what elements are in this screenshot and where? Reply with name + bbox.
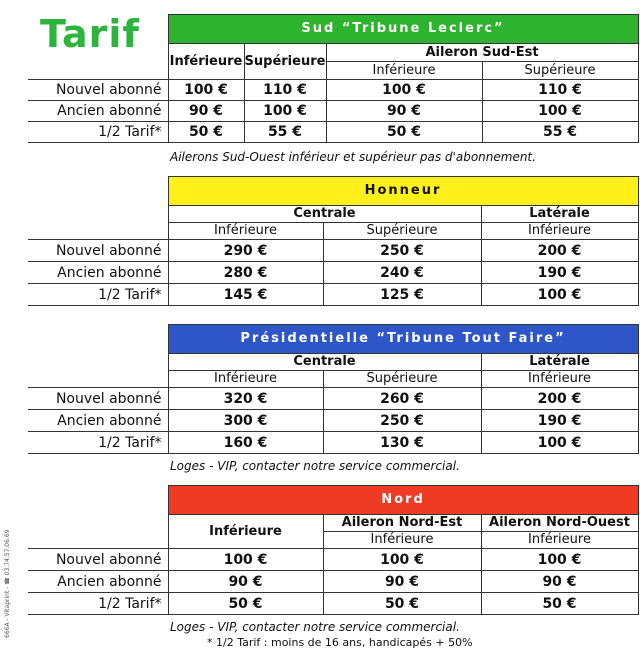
- price-cell: 100 €: [481, 284, 638, 306]
- sud-table: [28, 14, 639, 143]
- price-cell: 50 €: [481, 593, 638, 615]
- nord-col-inferieure: Inférieure: [168, 515, 323, 549]
- price-cell: 90 €: [481, 571, 638, 593]
- price-cell: 250 €: [323, 410, 481, 432]
- presidentielle-note: Loges - VIP, contacter notre service commercial.: [170, 459, 460, 473]
- price-cell: 100 €: [326, 80, 482, 101]
- price-cell: 100 €: [168, 549, 323, 571]
- presidentielle-centrale-header: Centrale: [168, 354, 481, 371]
- price-cell: 130 €: [323, 432, 481, 454]
- presidentielle-table: [28, 324, 639, 454]
- presidentielle-centrale-superieure: Supérieure: [323, 371, 481, 388]
- presidentielle-banner: Présidentielle “Tribune Tout Faire”: [168, 325, 638, 354]
- nord-note: Loges - VIP, contacter notre service commercial.: [170, 620, 460, 634]
- price-cell: 300 €: [168, 410, 323, 432]
- row-label: 1/2 Tarif*: [28, 593, 168, 615]
- price-cell: 100 €: [482, 101, 638, 122]
- honneur-centrale-superieure: Supérieure: [323, 223, 481, 240]
- sud-aileron-superieure: Supérieure: [482, 62, 638, 80]
- price-cell: 200 €: [481, 388, 638, 410]
- sud-aileron-inferieure: Inférieure: [326, 62, 482, 80]
- price-cell: 90 €: [326, 101, 482, 122]
- sud-col-superieure: Supérieure: [244, 44, 326, 80]
- honneur-banner: Honneur: [168, 177, 638, 206]
- presidentielle-centrale-inferieure: Inférieure: [168, 371, 323, 388]
- footnote: * 1/2 Tarif : moins de 16 ans, handicapés + 50%: [207, 636, 473, 649]
- price-cell: 125 €: [323, 284, 481, 306]
- nord-aileron-ouest-header: Aileron Nord-Ouest: [481, 515, 638, 532]
- honneur-table: [28, 176, 639, 306]
- row-label: 1/2 Tarif*: [28, 284, 168, 306]
- row-label: 1/2 Tarif*: [28, 122, 168, 143]
- price-cell: 90 €: [168, 101, 244, 122]
- price-cell: 55 €: [482, 122, 638, 143]
- sud-aileron-header: Aileron Sud-Est: [326, 44, 638, 62]
- honneur-centrale-header: Centrale: [168, 206, 481, 223]
- price-cell: 290 €: [168, 240, 323, 262]
- price-cell: 260 €: [323, 388, 481, 410]
- price-cell: 50 €: [326, 122, 482, 143]
- row-label: Nouvel abonné: [28, 240, 168, 262]
- row-label: Ancien abonné: [28, 571, 168, 593]
- price-cell: 280 €: [168, 262, 323, 284]
- price-cell: 320 €: [168, 388, 323, 410]
- row-label: Ancien abonné: [28, 101, 168, 122]
- price-cell: 100 €: [323, 549, 481, 571]
- price-cell: 90 €: [168, 571, 323, 593]
- row-label: Nouvel abonné: [28, 80, 168, 101]
- price-cell: 240 €: [323, 262, 481, 284]
- price-cell: 100 €: [244, 101, 326, 122]
- price-cell: 100 €: [168, 80, 244, 101]
- presidentielle-laterale-inferieure: Inférieure: [481, 371, 638, 388]
- page-title: Tarif: [40, 12, 140, 56]
- honneur-laterale-header: Latérale: [481, 206, 638, 223]
- price-cell: 250 €: [323, 240, 481, 262]
- price-cell: 90 €: [323, 571, 481, 593]
- sud-note: Ailerons Sud-Ouest inférieur et supérieur pas d'abonnement.: [170, 150, 536, 164]
- price-cell: 190 €: [481, 262, 638, 284]
- honneur-laterale-inferieure: Inférieure: [481, 223, 638, 240]
- sud-banner: Sud “Tribune Leclerc”: [168, 15, 638, 44]
- sud-col-inferieure: Inférieure: [168, 44, 244, 80]
- nord-banner: Nord: [168, 486, 638, 515]
- price-cell: 50 €: [168, 122, 244, 143]
- nord-aileron-est-inferieure: Inférieure: [323, 532, 481, 549]
- row-label: 1/2 Tarif*: [28, 432, 168, 454]
- row-label: Nouvel abonné: [28, 549, 168, 571]
- price-cell: 110 €: [244, 80, 326, 101]
- row-label: Ancien abonné: [28, 262, 168, 284]
- nord-table: [28, 485, 639, 615]
- price-cell: 200 €: [481, 240, 638, 262]
- honneur-centrale-inferieure: Inférieure: [168, 223, 323, 240]
- price-cell: 50 €: [168, 593, 323, 615]
- presidentielle-laterale-header: Latérale: [481, 354, 638, 371]
- price-cell: 100 €: [481, 432, 638, 454]
- nord-aileron-est-header: Aileron Nord-Est: [323, 515, 481, 532]
- row-label: Nouvel abonné: [28, 388, 168, 410]
- price-cell: 190 €: [481, 410, 638, 432]
- nord-aileron-ouest-inferieure: Inférieure: [481, 532, 638, 549]
- price-cell: 160 €: [168, 432, 323, 454]
- row-label: Ancien abonné: [28, 410, 168, 432]
- price-cell: 50 €: [323, 593, 481, 615]
- price-cell: 145 €: [168, 284, 323, 306]
- printer-code: 666A - Vitaprint - ☎ 03.74.57.06.69: [4, 529, 11, 638]
- price-cell: 100 €: [481, 549, 638, 571]
- price-cell: 55 €: [244, 122, 326, 143]
- price-cell: 110 €: [482, 80, 638, 101]
